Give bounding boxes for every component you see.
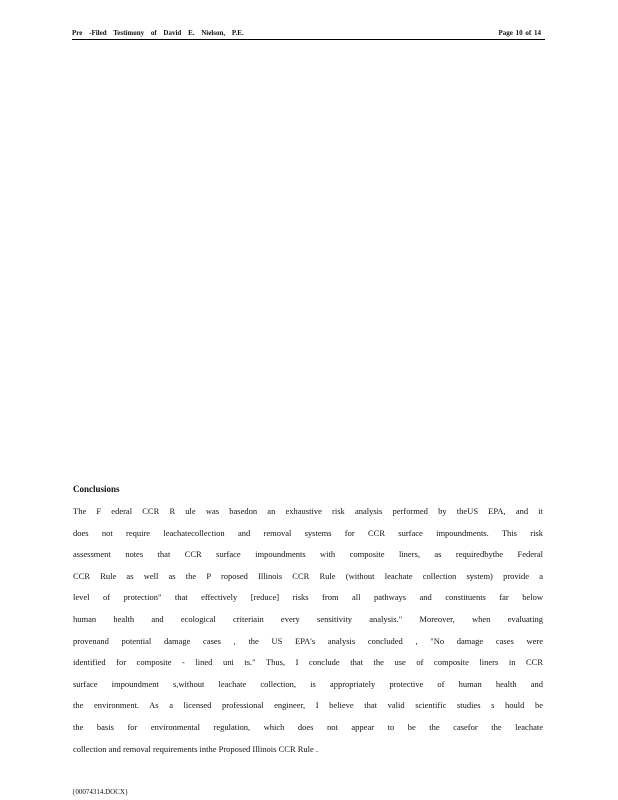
- paragraph-line: provenand potential damage cases , the US EPA's analysis concluded , "No damage cases were: [73, 635, 543, 646]
- page-header: [72, 28, 545, 40]
- document-file-reference: {00074314.DOCX}: [72, 788, 129, 796]
- paragraph-line: the environment. As a licensed professional engineer, I believe that valid scientific studies s hould be: [73, 700, 543, 711]
- conclusions-paragraph: [73, 501, 543, 760]
- paragraph-line: does not require leachatecollection and removal systems for CCR surface impoundments. This risk: [73, 527, 543, 538]
- paragraph-line: assessment notes that CCR surface impoundments with composite liners, as requiredbythe Federal: [73, 549, 543, 560]
- paragraph-line: collection and removal requirements inthe Proposed Illinois CCR Rule .: [73, 743, 319, 754]
- paragraph-line: surface impoundment s,without leachate collection, is appropriately protective of human health and: [73, 678, 543, 689]
- paragraph-line: human health and ecological criteriain every sensitivity analysis." Moreover, when evaluating: [73, 613, 543, 624]
- header-page-number: Page 10 of 14: [498, 29, 541, 37]
- paragraph-line: identified for composite - lined uni ts." Thus, I conclude that the use of composite liners in CCR: [73, 657, 543, 668]
- paragraph-line: CCR Rule as well as the P roposed Illinois CCR Rule (without leachate collection system) provide a: [73, 570, 543, 581]
- paragraph-line: level of protection" that effectively [reduce] risks from all pathways and constituents far below: [73, 592, 543, 603]
- paragraph-line: the basis for environmental regulation, which does not appear to be the casefor the leachate: [73, 721, 543, 732]
- header-testimony-title: Pre -Filed Testimony of David E. Nielson, P.E.: [72, 29, 244, 37]
- section-heading: Conclusions: [73, 484, 120, 494]
- paragraph-line: The F ederal CCR R ule was basedon an exhaustive risk analysis performed by theUS EPA, and it: [73, 506, 543, 516]
